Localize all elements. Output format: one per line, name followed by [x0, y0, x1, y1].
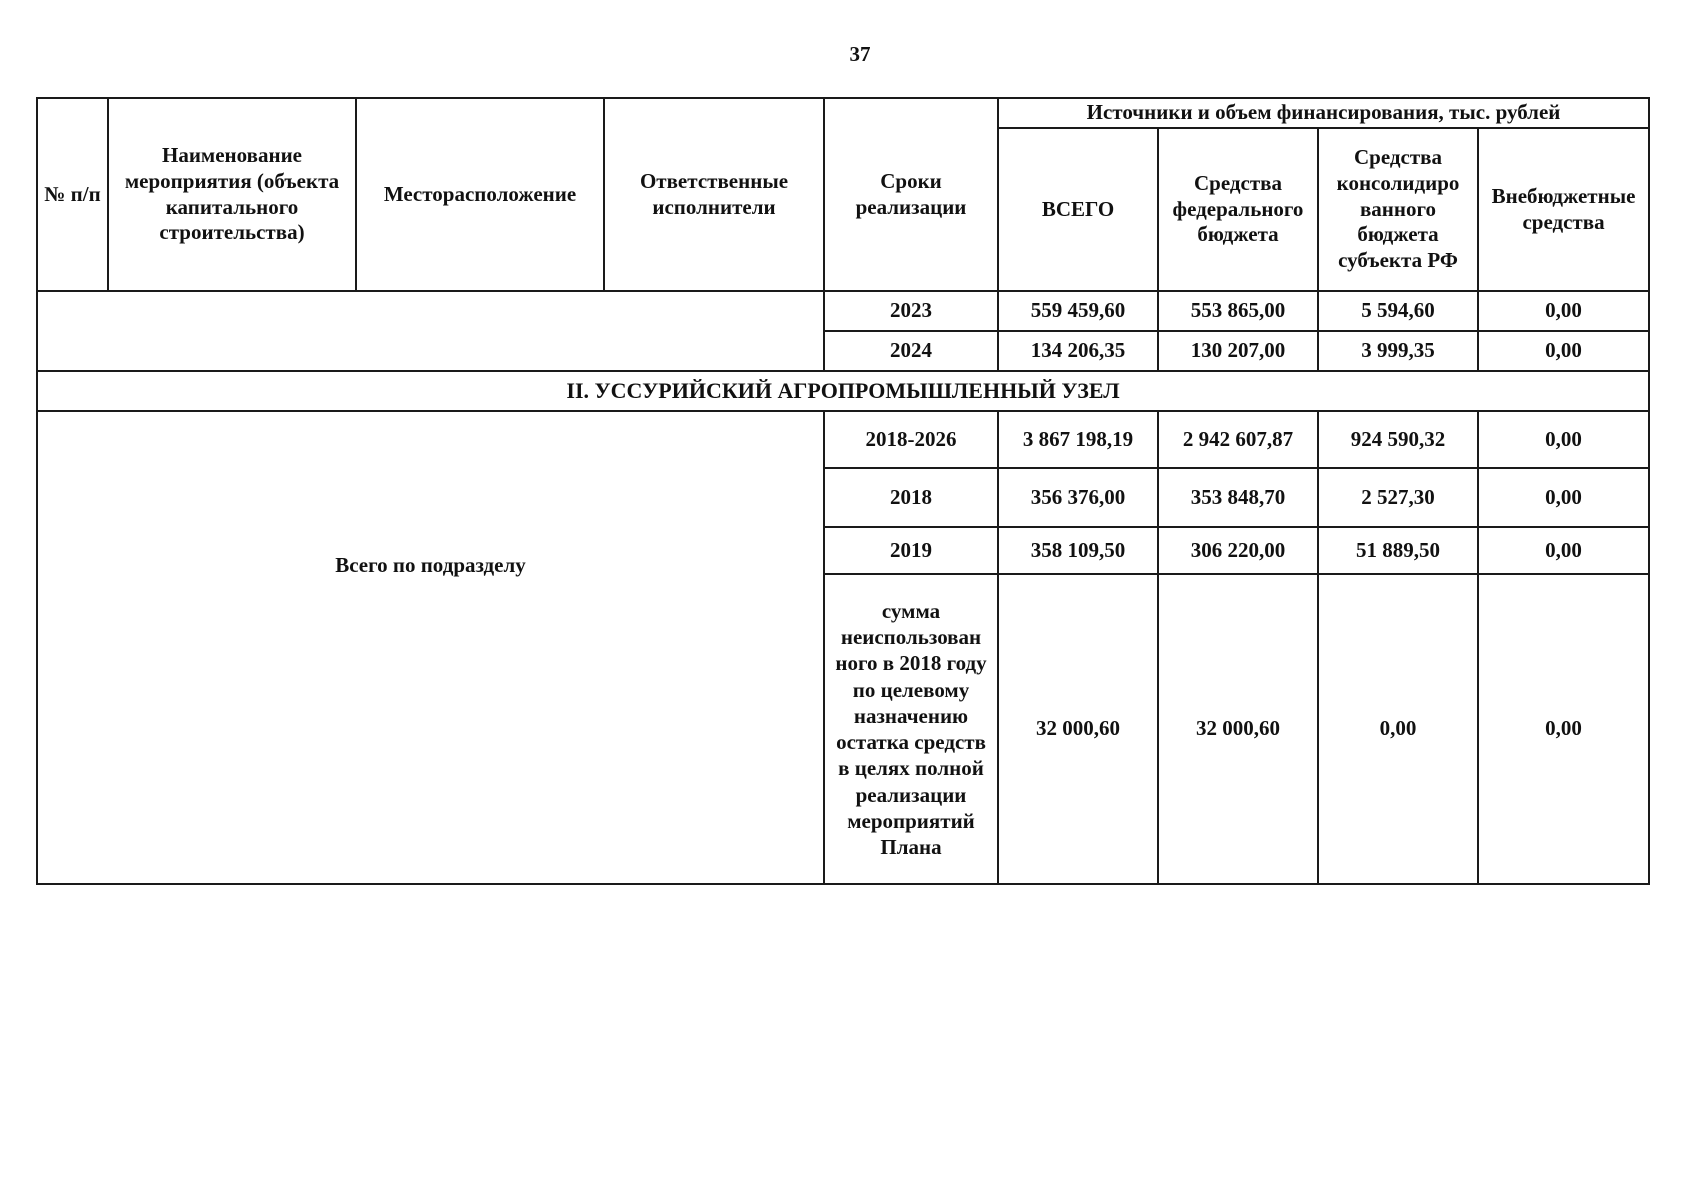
header-funding-group: Источники и объем финансирования, тыс. рублей	[998, 98, 1649, 128]
cell-federal: 130 207,00	[1158, 331, 1318, 371]
cell-extrabudget: 0,00	[1478, 468, 1649, 527]
cell-extrabudget: 0,00	[1478, 411, 1649, 468]
cell-period: 2023	[824, 291, 998, 331]
header-num: № п/п	[37, 98, 108, 291]
cell-total: 559 459,60	[998, 291, 1158, 331]
cell-period: 2019	[824, 527, 998, 574]
cell-period: 2024	[824, 331, 998, 371]
cell-total: 3 867 198,19	[998, 411, 1158, 468]
cell-regional: 3 999,35	[1318, 331, 1478, 371]
subtotal-label-cell	[37, 411, 824, 884]
table-row	[37, 291, 1649, 331]
cell-extrabudget: 0,00	[1478, 331, 1649, 371]
cell-total: 358 109,50	[998, 527, 1158, 574]
cell-federal: 306 220,00	[1158, 527, 1318, 574]
cell-regional: 2 527,30	[1318, 468, 1478, 527]
cell-period: 2018-2026	[824, 411, 998, 468]
section-row	[37, 371, 1649, 411]
cell-regional: 51 889,50	[1318, 527, 1478, 574]
header-executors: Ответственные исполнители	[604, 98, 824, 291]
cell-regional: 924 590,32	[1318, 411, 1478, 468]
cell-extrabudget: 0,00	[1478, 291, 1649, 331]
header-location: Месторасположение	[356, 98, 604, 291]
header-regional: Средства консолидиро ванного бюджета субъекта РФ	[1318, 128, 1478, 291]
cell-total: 356 376,00	[998, 468, 1158, 527]
header-period: Сроки реализации	[824, 98, 998, 291]
section-title: II. УССУРИЙСКИЙ АГРОПРОМЫШЛЕННЫЙ УЗЕЛ	[37, 371, 1649, 411]
cell-federal: 553 865,00	[1158, 291, 1318, 331]
header-federal: Средства федерального бюджета	[1158, 128, 1318, 291]
cell-federal: 2 942 607,87	[1158, 411, 1318, 468]
cell-federal: 32 000,60	[1158, 574, 1318, 884]
cell-regional: 0,00	[1318, 574, 1478, 884]
cell-federal: 353 848,70	[1158, 468, 1318, 527]
header-total: ВСЕГО	[998, 128, 1158, 291]
cell-extrabudget: 0,00	[1478, 574, 1649, 884]
cell-regional: 5 594,60	[1318, 291, 1478, 331]
page-number: 37	[849, 42, 871, 66]
cell-period: сумма неиспользован ного в 2018 году по целевому назначению остатка средств в целях полной реализации мероприятий Плана	[824, 574, 998, 884]
table-row	[37, 411, 1649, 468]
cell-extrabudget: 0,00	[1478, 527, 1649, 574]
header-row-1	[37, 98, 1649, 128]
cell-total: 32 000,60	[998, 574, 1158, 884]
cell-period: 2018	[824, 468, 998, 527]
header-extrabudget: Внебюджетные средства	[1478, 128, 1649, 291]
carryover-blank-cell	[37, 291, 824, 371]
header-name: Наименование мероприятия (объекта капитального строительства)	[108, 98, 356, 291]
financing-table	[36, 97, 1650, 885]
subtotal-label: Всего по подразделу	[335, 552, 526, 577]
cell-total: 134 206,35	[998, 331, 1158, 371]
